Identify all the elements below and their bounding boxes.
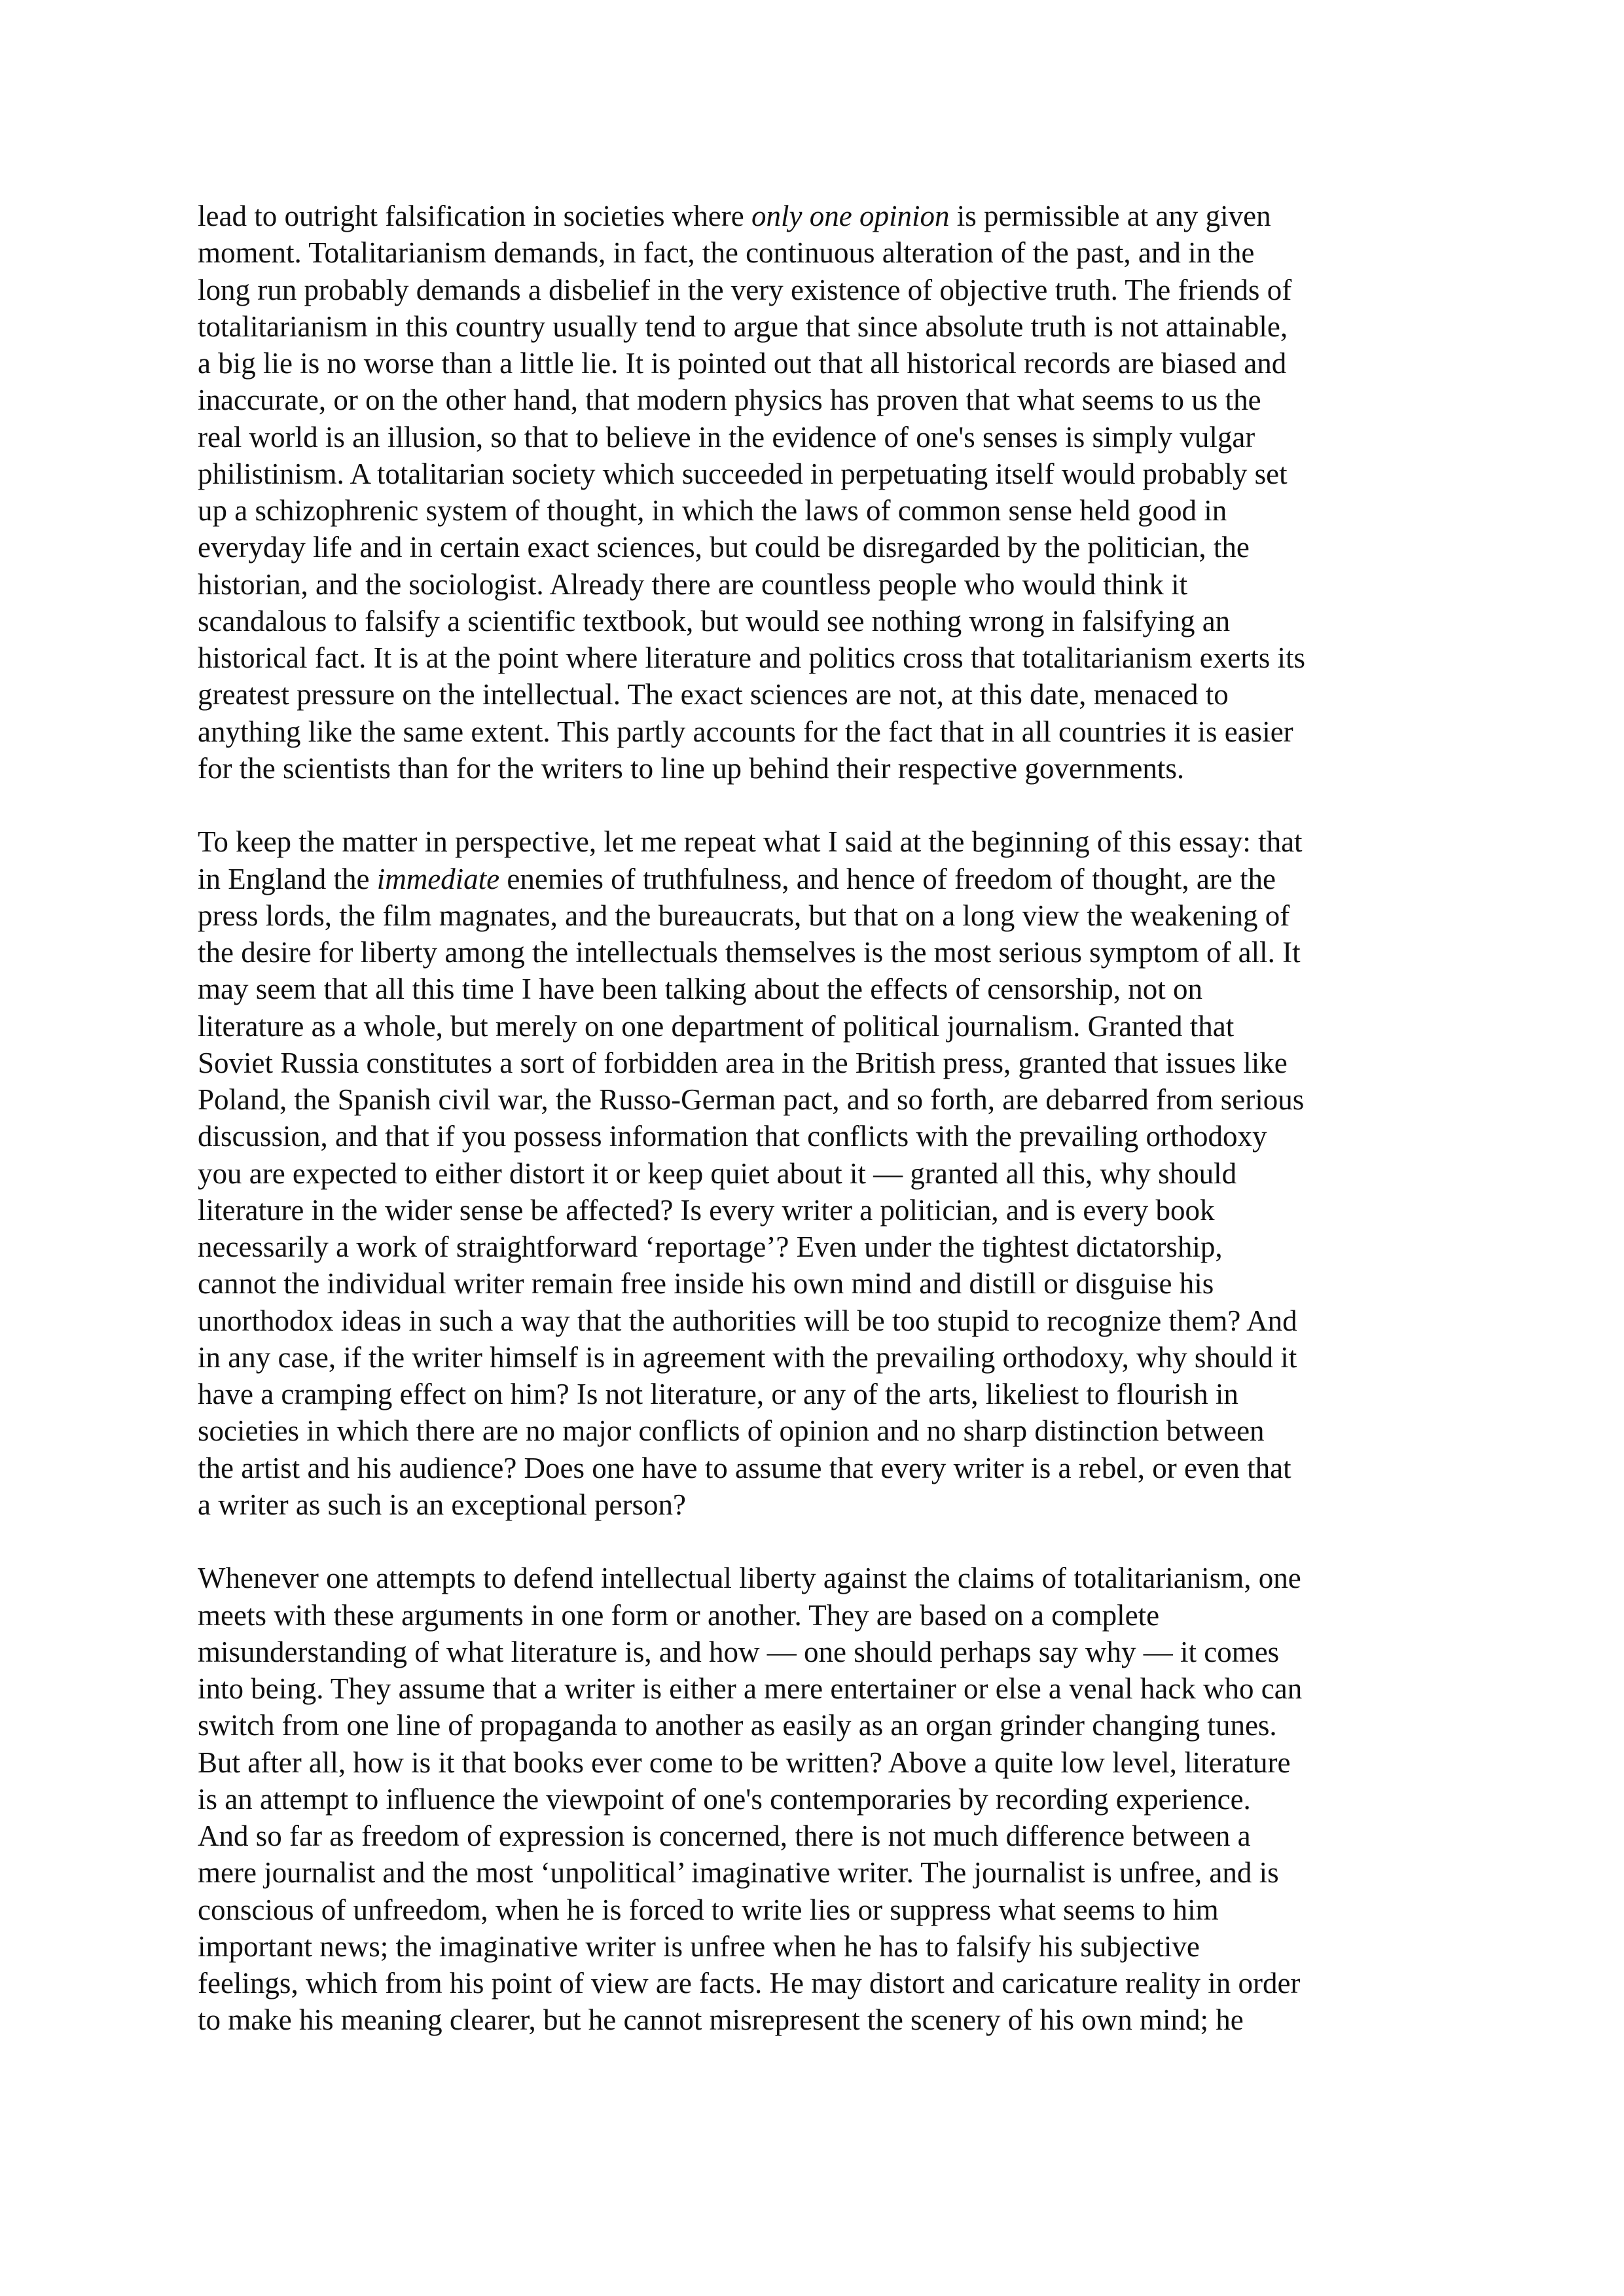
text-segment: scandalous to falsify a scientific textbook, but would see nothing wrong in falsifying an bbox=[198, 604, 1231, 637]
text-line bbox=[198, 1854, 1481, 1891]
text-line bbox=[198, 934, 1481, 971]
text-line bbox=[198, 897, 1481, 934]
text-segment: long run probably demands a disbelief in the very existence of objective truth. The friends of bbox=[198, 273, 1292, 306]
text-line bbox=[198, 308, 1481, 345]
text-segment: is permissible at any given bbox=[949, 200, 1271, 232]
text-segment: a writer as such is an exceptional person? bbox=[198, 1488, 686, 1521]
italic-text: only one opinion bbox=[751, 200, 950, 232]
text-segment: into being. They assume that a writer is either a mere entertainer or else a venal hack who can bbox=[198, 1672, 1303, 1705]
text-line bbox=[198, 1781, 1481, 1818]
text-line bbox=[198, 1707, 1481, 1744]
text-segment: a big lie is no worse than a little lie. It is pointed out that all historical records are biased and bbox=[198, 347, 1287, 380]
text-segment: conscious of unfreedom, when he is forced to write lies or suppress what seems to him bbox=[198, 1893, 1219, 1926]
text-line bbox=[198, 1450, 1481, 1486]
text-segment: But after all, how is it that books ever come to be written? Above a quite low level, literature bbox=[198, 1746, 1291, 1779]
text-line bbox=[198, 1818, 1481, 1854]
text-line bbox=[198, 419, 1481, 456]
text-line bbox=[198, 345, 1481, 382]
text-segment: meets with these arguments in one form or another. They are based on a complete bbox=[198, 1598, 1160, 1632]
text-line bbox=[198, 234, 1481, 271]
text-segment: anything like the same extent. This partly accounts for the fact that in all countries it is easier bbox=[198, 715, 1293, 748]
text-line bbox=[198, 1008, 1481, 1045]
text-line bbox=[198, 382, 1481, 418]
text-line bbox=[198, 713, 1481, 750]
text-line bbox=[198, 1634, 1481, 1670]
text-segment: is an attempt to influence the viewpoint of one's contemporaries by recording experience. bbox=[198, 1782, 1251, 1816]
paragraph bbox=[198, 1560, 1481, 2038]
text-line bbox=[198, 861, 1481, 897]
paragraph bbox=[198, 198, 1481, 787]
text-segment: real world is an illusion, so that to believe in the evidence of one's senses is simply vulgar bbox=[198, 420, 1255, 454]
text-line bbox=[198, 492, 1481, 529]
text-line bbox=[198, 750, 1481, 787]
text-line bbox=[198, 1744, 1481, 1781]
text-segment: mere journalist and the most ‘unpolitical’ imaginative writer. The journalist is unfree, and is bbox=[198, 1856, 1279, 1890]
text-line bbox=[198, 1376, 1481, 1412]
text-line bbox=[198, 566, 1481, 603]
text-segment: moment. Totalitarianism demands, in fact, the continuous alteration of the past, and in the bbox=[198, 236, 1255, 270]
text-line bbox=[198, 1155, 1481, 1192]
text-line bbox=[198, 1412, 1481, 1449]
text-line bbox=[198, 1118, 1481, 1155]
text-segment: literature as a whole, but merely on one department of political journalism. Granted that bbox=[198, 1009, 1235, 1043]
text-line bbox=[198, 1339, 1481, 1376]
text-segment: discussion, and that if you possess information that conflicts with the prevailing orthodoxy bbox=[198, 1120, 1267, 1153]
text-segment: unorthodox ideas in such a way that the authorities will be too stupid to recognize them? And bbox=[198, 1304, 1297, 1337]
body-text bbox=[198, 198, 1481, 2039]
text-segment: important news; the imaginative writer is unfree when he has to falsify his subjective bbox=[198, 1929, 1200, 1963]
text-segment: cannot the individual writer remain free inside his own mind and distill or disguise his bbox=[198, 1267, 1214, 1300]
text-segment: lead to outright falsification in societies where bbox=[198, 200, 751, 232]
text-line bbox=[198, 1302, 1481, 1339]
text-line bbox=[198, 1486, 1481, 1523]
text-line bbox=[198, 971, 1481, 1007]
text-line bbox=[198, 1597, 1481, 1634]
text-segment: Poland, the Spanish civil war, the Russo-German pact, and so forth, are debarred from serious bbox=[198, 1083, 1305, 1116]
text-segment: the artist and his audience? Does one have to assume that every writer is a rebel, or even that bbox=[198, 1451, 1291, 1484]
text-segment: Soviet Russia constitutes a sort of forbidden area in the British press, granted that issues like bbox=[198, 1046, 1288, 1079]
text-line bbox=[198, 1265, 1481, 1302]
text-segment: enemies of truthfulness, and hence of freedom of thought, are the bbox=[499, 862, 1276, 895]
text-line bbox=[198, 1965, 1481, 2001]
text-line bbox=[198, 1560, 1481, 1596]
text-line bbox=[198, 529, 1481, 565]
text-segment: the desire for liberty among the intellectuals themselves is the most serious symptom of all. It bbox=[198, 936, 1301, 969]
text-segment: philistinism. A totalitarian society which succeeded in perpetuating itself would probably set bbox=[198, 457, 1288, 490]
text-segment: feelings, which from his point of view are facts. He may distort and caricature reality in order bbox=[198, 1967, 1301, 2000]
text-segment: for the scientists than for the writers to line up behind their respective governments. bbox=[198, 751, 1185, 785]
text-segment: up a schizophrenic system of thought, in which the laws of common sense held good in bbox=[198, 494, 1227, 527]
text-segment: misunderstanding of what literature is, and how — one should perhaps say why — it comes bbox=[198, 1635, 1280, 1668]
text-line bbox=[198, 1192, 1481, 1229]
text-segment: totalitarianism in this country usually tend to argue that since absolute truth is not attainable, bbox=[198, 310, 1288, 343]
text-line bbox=[198, 676, 1481, 713]
text-segment: historical fact. It is at the point where literature and politics cross that totalitarianism exerts its bbox=[198, 641, 1306, 674]
text-segment: to make his meaning clearer, but he cannot misrepresent the scenery of his own mind; he bbox=[198, 2003, 1244, 2037]
text-line bbox=[198, 2001, 1481, 2038]
paragraph bbox=[198, 823, 1481, 1523]
text-segment: inaccurate, or on the other hand, that modern physics has proven that what seems to us the bbox=[198, 384, 1261, 417]
text-segment: And so far as freedom of expression is concerned, there is not much difference between a bbox=[198, 1820, 1251, 1852]
text-line bbox=[198, 456, 1481, 492]
text-segment: in England the bbox=[198, 862, 377, 895]
text-segment: you are expected to either distort it or keep quiet about it — granted all this, why should bbox=[198, 1157, 1237, 1190]
text-segment: have a cramping effect on him? Is not literature, or any of the arts, likeliest to flourish in bbox=[198, 1378, 1238, 1410]
text-segment: necessarily a work of straightforward ‘reportage’? Even under the tightest dictatorship, bbox=[198, 1230, 1223, 1263]
text-segment: literature in the wider sense be affected? Is every writer a politician, and is every book bbox=[198, 1193, 1215, 1227]
text-segment: switch from one line of propaganda to another as easily as an organ grinder changing tunes. bbox=[198, 1709, 1277, 1742]
text-line bbox=[198, 198, 1481, 234]
text-line bbox=[198, 1045, 1481, 1081]
text-line bbox=[198, 1670, 1481, 1707]
text-line bbox=[198, 823, 1481, 860]
text-segment: societies in which there are no major conflicts of opinion and no sharp distinction between bbox=[198, 1414, 1265, 1448]
text-line bbox=[198, 1081, 1481, 1118]
text-segment: may seem that all this time I have been talking about the effects of censorship, not on bbox=[198, 973, 1202, 1006]
text-line bbox=[198, 639, 1481, 676]
text-line bbox=[198, 603, 1481, 639]
text-line bbox=[198, 1892, 1481, 1928]
italic-text: immediate bbox=[376, 862, 500, 895]
text-segment: everyday life and in certain exact sciences, but could be disregarded by the politician, the bbox=[198, 531, 1250, 564]
text-line bbox=[198, 272, 1481, 308]
text-segment: To keep the matter in perspective, let me repeat what I said at the beginning of this essay: that bbox=[198, 825, 1303, 859]
text-segment: Whenever one attempts to defend intellectual liberty against the claims of totalitarianism, one bbox=[198, 1562, 1301, 1595]
text-segment: press lords, the film magnates, and the bureaucrats, but that on a long view the weakening of bbox=[198, 899, 1290, 932]
text-segment: greatest pressure on the intellectual. The exact sciences are not, at this date, menaced to bbox=[198, 678, 1229, 711]
text-line bbox=[198, 1229, 1481, 1265]
text-line bbox=[198, 1928, 1481, 1965]
text-segment: historian, and the sociologist. Already there are countless people who would think it bbox=[198, 567, 1188, 601]
text-segment: in any case, if the writer himself is in agreement with the prevailing orthodoxy, why should it bbox=[198, 1340, 1297, 1374]
